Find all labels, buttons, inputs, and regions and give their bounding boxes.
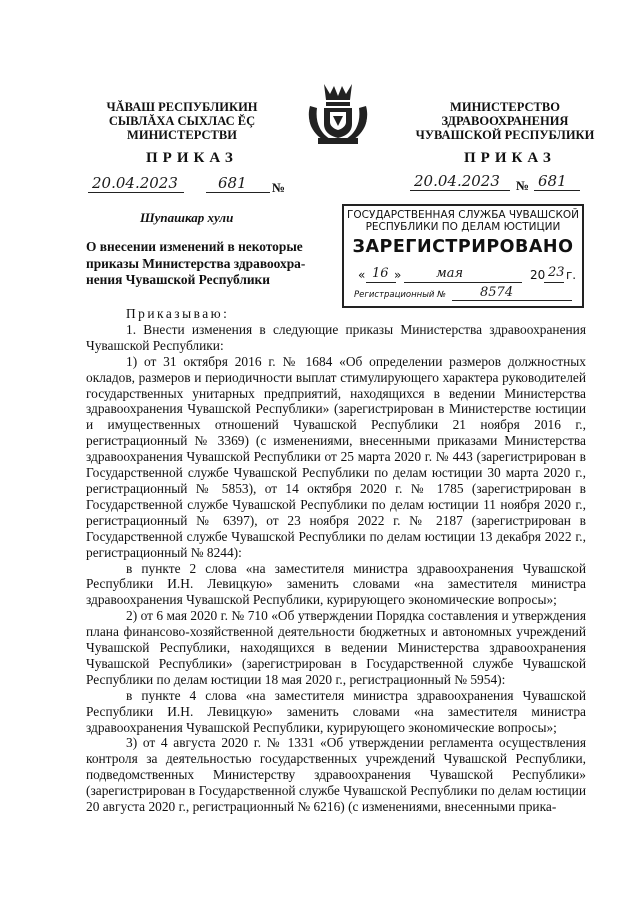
order-body [86, 306, 586, 815]
body-paragraph: 2) от 6 мая 2020 г. № 710 «Об утверждении Порядка составления и утверждения плана финансово-хозяйственной деятельности бюджетных и автономных учреждений Чувашской Республики, находящихся в ведении Министерства здравоохранения Чувашской Республики» (зарегистрирован в Государственной службе Чувашской Республики по делам юстиции 18 мая 2020 г., регистрационный № 5954): [86, 608, 586, 687]
stamp-date-row: « 16 » мая 20 23 г. [358, 265, 577, 282]
number-sign-right: № [516, 178, 530, 193]
city-name: Шупашкар хули [140, 210, 234, 225]
order-number-right: 681 [538, 172, 567, 190]
body-paragraph: 3) от 4 августа 2020 г. № 1331 «Об утверждении регламента осуществления контроля за деятельностью государственных учреждений Чувашской Республики, подведомственных Министерству здравоохранения Чувашской Республики» (зарегистрирован в Государственной службе Чувашской Республики по делам юстиции 20 августа 2020 г., регистрационный № 6216) (с изменениями, внесенными прика- [86, 735, 586, 815]
order-title-left: ПРИКАЗ [146, 150, 238, 166]
stamp-title: ЗАРЕГИСТРИРОВАНО [352, 237, 574, 257]
order-title-right: ПРИКАЗ [464, 150, 556, 166]
ministry-name-russian-line: ЗДРАВООХРАНЕНИЯ [441, 114, 569, 128]
ministry-name-chuvash [82, 100, 282, 142]
stamp-reg-label: Регистрационный № [354, 290, 446, 300]
order-subject [86, 239, 346, 289]
stamp-line-2: РЕСПУБЛИКИ ПО ДЕЛАМ ЮСТИЦИИ [365, 221, 561, 233]
ministry-name-russian-line: ЧУВАШСКОЙ РЕСПУБЛИКИ [415, 128, 595, 142]
number-sign-left: № [272, 180, 286, 195]
order-preamble: Приказываю: [126, 306, 230, 321]
date-underline-left [88, 192, 184, 193]
registration-stamp [342, 204, 584, 308]
ministry-name-russian [410, 100, 600, 142]
order-date-right: 20.04.2023 [414, 172, 500, 190]
body-paragraph: в пункте 4 слова «на заместителя министра здравоохранения Чувашской Республики И.Н. Левицкую» заменить словами «на заместителя министра здравоохранения Чувашской Республики, курирующего экономические вопросы»; [86, 687, 586, 735]
stamp-month: мая [436, 266, 464, 281]
order-number-left: 681 [218, 174, 247, 192]
order-subject-line: О внесении изменений в некоторые [86, 239, 303, 254]
ministry-name-chuvash-line: МИНИСТЕРСТВИ [127, 128, 237, 142]
body-paragraph: в пункте 2 слова «на заместителя министра здравоохранения Чувашской Республики И.Н. Левицкую» заменить словами «на заместителя министра здравоохранения Чувашской Республики, курирующего экономические вопросы»; [86, 560, 586, 608]
number-underline-left [206, 192, 270, 193]
stamp-day: 16 [372, 266, 389, 281]
stamp-year-suffix: 23 [548, 265, 565, 280]
number-underline-right [534, 190, 580, 191]
body-paragraph: 1. Внести изменения в следующие приказы Министерства здравоохранения Чувашской Республики: [86, 321, 586, 353]
date-underline-right [410, 190, 510, 191]
ministry-name-chuvash-line: СЫВЛĂХА СЫХЛАС ĔÇ [108, 114, 256, 128]
stamp-year-unit: г. [566, 268, 577, 282]
ministry-name-chuvash-line: ЧĂВАШ РЕСПУБЛИКИН [106, 100, 258, 114]
order-date-left: 20.04.2023 [92, 174, 178, 192]
ministry-name-russian-line: МИНИСТЕРСТВО [450, 100, 560, 114]
order-subject-line: нения Чувашской Республики [86, 272, 270, 287]
body-paragraph: 1) от 31 октября 2016 г. № 1684 «Об определении размеров должностных окладов, размеров и периодичности выплат стимулирующего характера руководителей государственных унитарных предприятий, находящихся в ведении Министерства здравоохранения Чувашской Республики» (зарегистрирован в Министерстве юстиции и имущественных отношений Чувашской Республики 21 ноября 2016 г., регистрационный № 3369) (с изменениями, внесенными приказами Министерства здравоохранения Чувашской Республики от 25 марта 2020 г. № 443 (зарегистрирован в Государственной службе Чувашской Республики по делам юстиции 30 марта 2020 г., регистрационный № 5853), от 14 октября 2020 г. № 1785 (зарегистрирован в Государственной службе Чувашской Республики по делам юстиции 11 ноября 2020 г., регистрационный № 6397), от 23 ноября 2022 г. № 2187 (зарегистрирован в Государственной службе Чувашской Республики по делам юстиции 13 декабря 2022 г., регистрационный № 8244): [86, 353, 586, 560]
stamp-year-prefix: 20 [530, 268, 546, 282]
order-subject-line: приказы Министерства здравоохра- [86, 255, 306, 271]
stamp-line-1: ГОСУДАРСТВЕННАЯ СЛУЖБА ЧУВАШСКОЙ [346, 209, 580, 221]
coat-of-arms-emblem [302, 76, 374, 148]
stamp-reg-row [354, 285, 576, 302]
stamp-reg-number: 8574 [480, 285, 514, 300]
